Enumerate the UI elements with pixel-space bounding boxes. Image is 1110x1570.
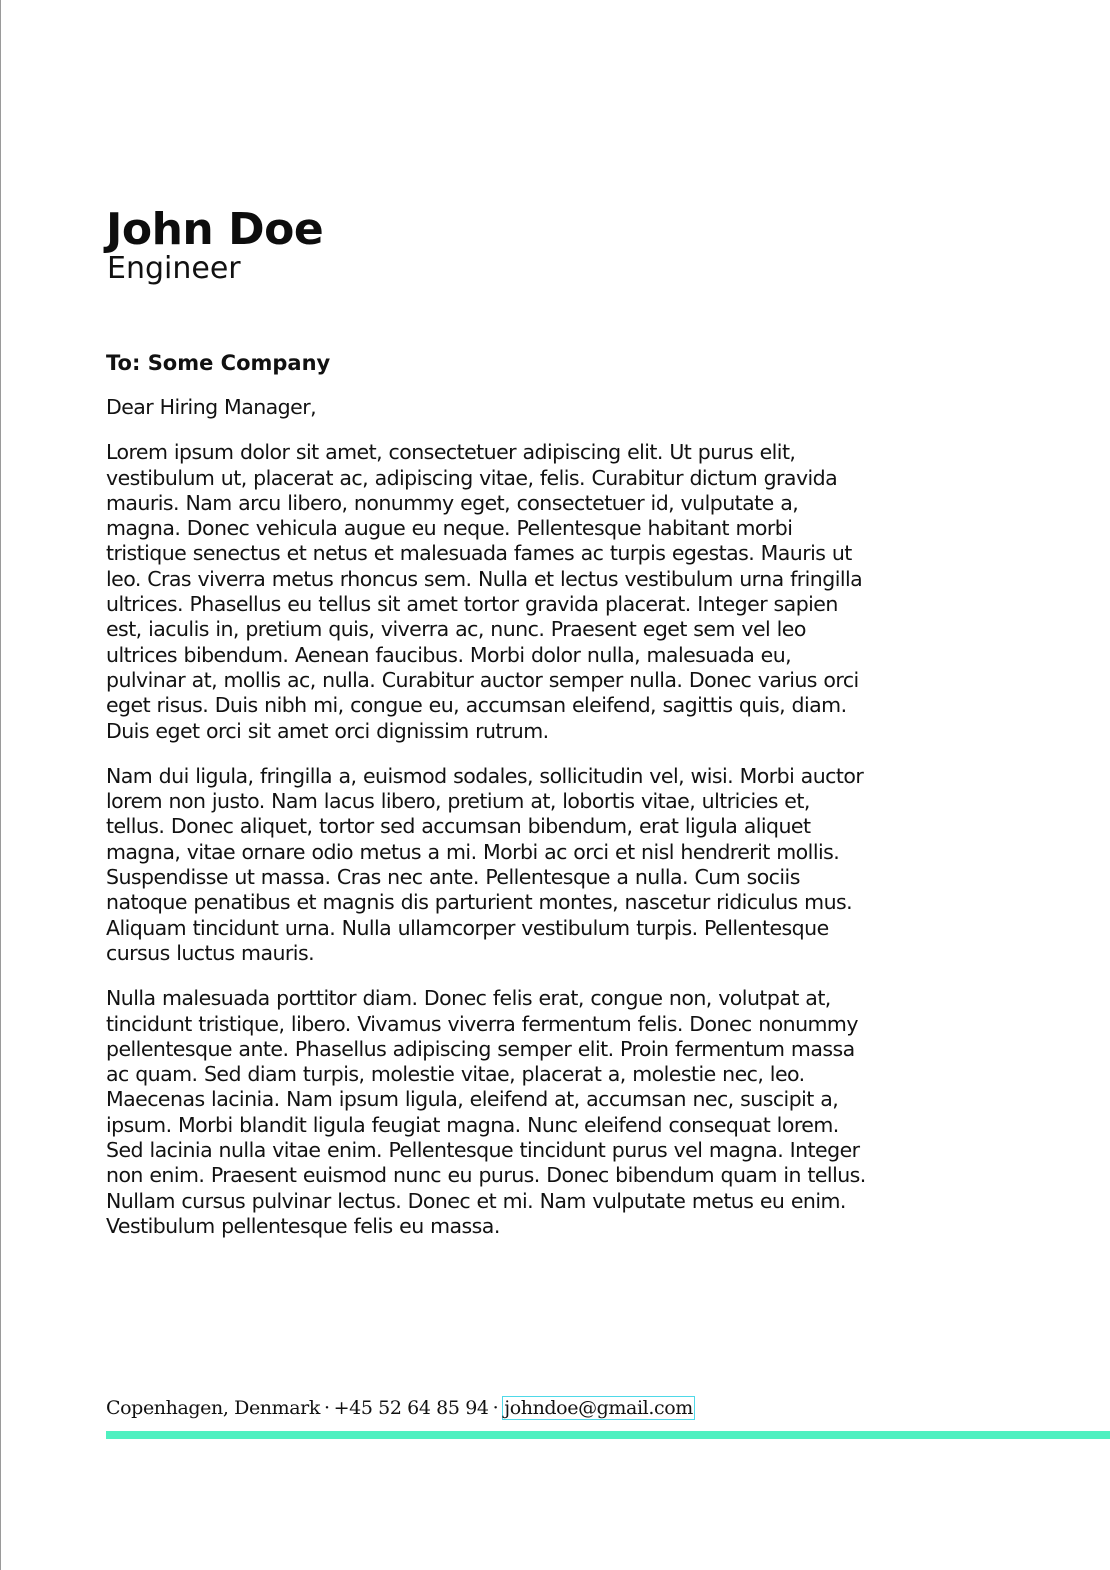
page-edge <box>0 0 1 1570</box>
body-paragraph: Lorem ipsum dolor sit amet, consectetuer adipiscing elit. Ut purus elit, vestibulum ut, placerat ac, adipiscing vitae, felis. Curabitur dictum gravida mauris. Nam arcu libero, nonummy eget, consectetuer id, vulputate a, magna. Donec vehicula augue eu neque. Pellentesque habitant morbi tristique senectus et netus et malesuada fames ac turpis egestas. Mauris ut leo. Cras viverra metus rhoncus sem. Nulla et lectus vestibulum urna fringilla ultrices. Phasellus eu tellus sit amet tortor gravida placerat. Integer sapien est, iaculis in, pretium quis, viverra ac, nunc. Praesent eget sem vel leo ultrices bibendum. Aenean faucibus. Morbi dolor nulla, malesuada eu, pulvinar at, mollis ac, nulla. Curabitur auctor semper nulla. Donec varius orci eget risus. Duis nibh mi, congue eu, accumsan eleifend, sagittis quis, diam. Duis eget orci sit amet orci dignissim rutrum. <box>106 440 863 743</box>
email-link[interactable]: johndoe@gmail.com <box>504 1397 693 1419</box>
salutation: Dear Hiring Manager, <box>106 395 317 419</box>
recipient-company: Some Company <box>147 351 331 375</box>
accent-bar <box>106 1431 1110 1439</box>
letter-body <box>106 395 866 1259</box>
sender-title: Engineer <box>107 251 241 286</box>
body-paragraph: Nulla malesuada porttitor diam. Donec felis erat, congue non, volutpat at, tincidunt tristique, libero. Vivamus viverra fermentum felis. Donec nonummy pellentesque ante. Phasellus adipiscing semper elit. Proin fermentum massa ac quam. Sed diam turpis, molestie vitae, placerat a, molestie nec, leo. Maecenas lacinia. Nam ipsum ligula, eleifend at, accumsan nec, suscipit a, ipsum. Morbi blandit ligula feugiat magna. Nunc eleifend consequat lorem. Sed lacinia nulla vitae enim. Pellentesque tincidunt purus vel magna. Integer non enim. Praesent euismod nunc eu purus. Donec bibendum quam in tellus. Nullam cursus pulvinar lectus. Donec et mi. Nam vulputate metus eu enim. Vestibulum pellentesque felis eu massa. <box>106 986 866 1238</box>
letter-header <box>106 203 323 287</box>
footer-phone: +45 52 64 85 94 <box>333 1397 489 1419</box>
footer-separator: · <box>492 1397 499 1419</box>
recipient-line <box>106 348 330 378</box>
contact-footer <box>106 1393 695 1423</box>
sender-name: John Doe <box>106 204 324 255</box>
recipient-prefix: To: <box>106 351 141 375</box>
body-paragraph: Nam dui ligula, fringilla a, euismod sodales, sollicitudin vel, wisi. Morbi auctor lorem non justo. Nam lacus libero, pretium at, lobortis vitae, ultricies et, tellus. Donec aliquet, tortor sed accumsan bibendum, erat ligula aliquet magna, vitae ornare odio metus a mi. Morbi ac orci et nisl hendrerit mollis. Suspendisse ut massa. Cras nec ante. Pellentesque a nulla. Cum sociis natoque penatibus et magnis dis parturient montes, nascetur ridiculus mus. Aliquam tincidunt urna. Nulla ullamcorper vestibulum turpis. Pellentesque cursus luctus mauris. <box>106 763 864 965</box>
footer-location: Copenhagen, Denmark <box>106 1397 320 1419</box>
footer-separator: · <box>323 1397 330 1419</box>
